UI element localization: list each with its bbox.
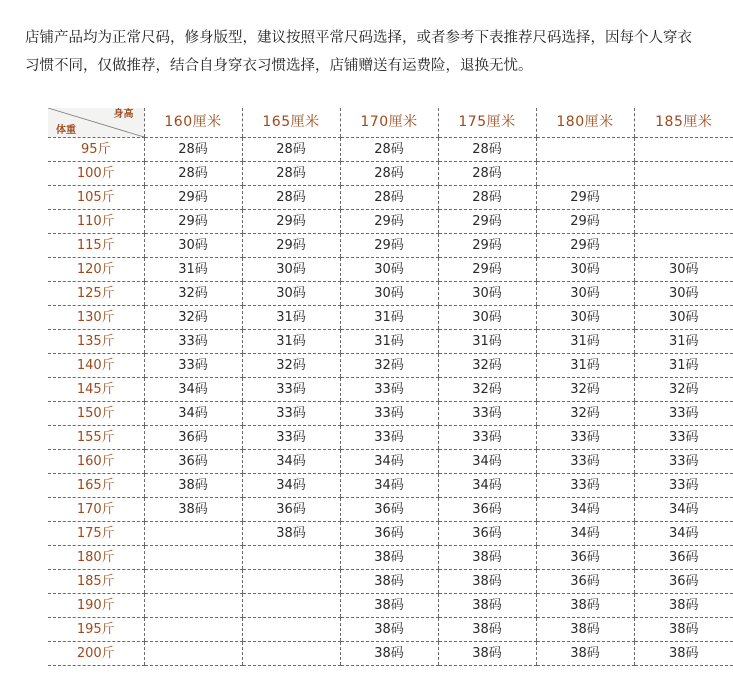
weight-cell: 180斤 — [48, 546, 144, 570]
size-cell: 28码 — [340, 186, 438, 210]
size-cell: 33码 — [536, 426, 634, 450]
weight-cell: 140斤 — [48, 354, 144, 378]
size-cell — [242, 618, 340, 642]
size-cell: 36码 — [634, 570, 733, 594]
size-cell: 31码 — [340, 330, 438, 354]
size-cell: 38码 — [634, 618, 733, 642]
weight-cell: 125斤 — [48, 282, 144, 306]
size-cell: 38码 — [438, 642, 536, 666]
size-cell: 32码 — [536, 378, 634, 402]
table-body — [48, 138, 733, 666]
weight-cell: 135斤 — [48, 330, 144, 354]
size-cell: 38码 — [242, 522, 340, 546]
size-cell: 30码 — [242, 282, 340, 306]
intro-line-1: 店铺产品均为正常尺码，修身版型，建议按照平常尺码选择，或者参考下表推荐尺码选择，因每个人穿衣 — [25, 30, 692, 46]
size-cell: 34码 — [438, 474, 536, 498]
size-cell: 33码 — [438, 402, 536, 426]
size-cell — [242, 594, 340, 618]
size-cell: 34码 — [340, 474, 438, 498]
size-cell: 28码 — [438, 138, 536, 162]
weight-cell: 190斤 — [48, 594, 144, 618]
size-cell — [144, 546, 242, 570]
size-cell: 30码 — [634, 258, 733, 282]
size-cell — [536, 138, 634, 162]
weight-cell: 130斤 — [48, 306, 144, 330]
size-cell: 28码 — [438, 186, 536, 210]
table-row — [48, 306, 733, 330]
size-cell — [634, 186, 733, 210]
size-cell — [242, 570, 340, 594]
table-row — [48, 234, 733, 258]
size-cell — [144, 594, 242, 618]
size-cell — [242, 546, 340, 570]
size-cell: 33码 — [634, 426, 733, 450]
corner-weight-label: 体重 — [56, 125, 76, 136]
size-cell: 31码 — [438, 330, 536, 354]
size-cell: 36码 — [634, 546, 733, 570]
weight-cell: 95斤 — [48, 138, 144, 162]
size-cell: 36码 — [340, 522, 438, 546]
size-cell: 28码 — [340, 138, 438, 162]
table-row — [48, 138, 733, 162]
size-cell: 31码 — [340, 306, 438, 330]
size-cell: 33码 — [536, 474, 634, 498]
height-header-cell: 175厘米 — [438, 108, 536, 138]
size-cell: 36码 — [438, 498, 536, 522]
height-header-cell: 170厘米 — [340, 108, 438, 138]
size-cell — [536, 162, 634, 186]
weight-cell: 160斤 — [48, 450, 144, 474]
size-cell — [634, 162, 733, 186]
weight-cell: 165斤 — [48, 474, 144, 498]
size-cell: 30码 — [340, 282, 438, 306]
intro-line-2: 习惯不同，仅做推荐，结合自身穿衣习惯选择，店铺赠送有运费险，退换无忧。 — [25, 58, 533, 74]
size-cell: 38码 — [438, 594, 536, 618]
size-cell: 34码 — [536, 522, 634, 546]
table-row — [48, 546, 733, 570]
size-cell — [144, 570, 242, 594]
size-cell: 38码 — [144, 474, 242, 498]
size-cell: 30码 — [242, 258, 340, 282]
size-cell: 33码 — [242, 426, 340, 450]
size-cell: 34码 — [634, 522, 733, 546]
weight-cell: 155斤 — [48, 426, 144, 450]
size-cell: 31码 — [144, 258, 242, 282]
size-cell: 28码 — [438, 162, 536, 186]
size-cell: 32码 — [438, 378, 536, 402]
size-cell: 33码 — [340, 378, 438, 402]
size-cell: 30码 — [536, 282, 634, 306]
size-cell — [144, 642, 242, 666]
size-cell: 29码 — [144, 186, 242, 210]
size-cell: 28码 — [242, 138, 340, 162]
size-cell: 32码 — [438, 354, 536, 378]
intro-text — [25, 24, 733, 80]
size-cell: 29码 — [242, 210, 340, 234]
header-row — [48, 108, 733, 138]
weight-cell: 200斤 — [48, 642, 144, 666]
size-cell: 30码 — [144, 234, 242, 258]
size-cell: 36码 — [340, 498, 438, 522]
size-cell: 29码 — [536, 186, 634, 210]
table-row — [48, 210, 733, 234]
size-cell: 33码 — [340, 426, 438, 450]
size-cell: 36码 — [144, 450, 242, 474]
size-cell: 30码 — [340, 258, 438, 282]
size-cell: 32码 — [634, 378, 733, 402]
height-header-cell: 180厘米 — [536, 108, 634, 138]
size-cell: 32码 — [144, 306, 242, 330]
size-cell: 31码 — [536, 330, 634, 354]
height-header-cell: 165厘米 — [242, 108, 340, 138]
size-table — [48, 108, 733, 666]
size-cell: 38码 — [536, 642, 634, 666]
size-cell: 34码 — [242, 474, 340, 498]
size-cell: 29码 — [536, 210, 634, 234]
size-cell: 38码 — [438, 570, 536, 594]
corner-height-label: 身高 — [113, 109, 134, 120]
table-row — [48, 450, 733, 474]
size-cell: 38码 — [536, 618, 634, 642]
corner-header-cell — [48, 108, 144, 138]
table-row — [48, 282, 733, 306]
table-row — [48, 162, 733, 186]
size-cell: 28码 — [242, 162, 340, 186]
size-cell: 31码 — [634, 354, 733, 378]
size-cell: 38码 — [340, 618, 438, 642]
size-cell: 33码 — [634, 450, 733, 474]
size-cell: 29码 — [340, 234, 438, 258]
size-cell: 30码 — [634, 306, 733, 330]
size-cell: 33码 — [634, 402, 733, 426]
weight-cell: 185斤 — [48, 570, 144, 594]
size-cell: 34码 — [438, 450, 536, 474]
size-cell: 34码 — [144, 378, 242, 402]
size-cell: 33码 — [634, 474, 733, 498]
table-row — [48, 426, 733, 450]
table-row — [48, 642, 733, 666]
table-row — [48, 330, 733, 354]
table-row — [48, 378, 733, 402]
size-cell: 29码 — [340, 210, 438, 234]
size-cell: 28码 — [144, 138, 242, 162]
size-cell: 31码 — [536, 354, 634, 378]
size-cell: 30码 — [634, 282, 733, 306]
weight-cell: 175斤 — [48, 522, 144, 546]
size-cell: 38码 — [634, 642, 733, 666]
size-cell: 36码 — [242, 498, 340, 522]
size-cell: 31码 — [634, 330, 733, 354]
size-cell: 32码 — [340, 354, 438, 378]
size-cell: 38码 — [340, 546, 438, 570]
size-cell: 28码 — [242, 186, 340, 210]
size-cell: 38码 — [634, 594, 733, 618]
table-row — [48, 522, 733, 546]
size-cell: 33码 — [144, 354, 242, 378]
size-cell: 33码 — [536, 450, 634, 474]
size-cell: 34码 — [536, 498, 634, 522]
table-row — [48, 402, 733, 426]
size-cell: 28码 — [340, 162, 438, 186]
table-row — [48, 186, 733, 210]
size-cell: 38码 — [438, 618, 536, 642]
size-cell: 32码 — [144, 282, 242, 306]
size-cell: 29码 — [438, 234, 536, 258]
size-cell: 30码 — [438, 282, 536, 306]
table-row — [48, 594, 733, 618]
size-cell: 34码 — [340, 450, 438, 474]
size-cell: 38码 — [340, 642, 438, 666]
table-row — [48, 618, 733, 642]
size-cell: 29码 — [242, 234, 340, 258]
size-cell: 32码 — [242, 354, 340, 378]
size-cell — [144, 522, 242, 546]
table-row — [48, 354, 733, 378]
size-cell: 31码 — [242, 330, 340, 354]
size-cell: 38码 — [438, 546, 536, 570]
size-cell: 33码 — [340, 402, 438, 426]
size-cell: 29码 — [144, 210, 242, 234]
size-cell: 33码 — [242, 402, 340, 426]
weight-cell: 145斤 — [48, 378, 144, 402]
weight-cell: 120斤 — [48, 258, 144, 282]
weight-cell: 170斤 — [48, 498, 144, 522]
table-row — [48, 498, 733, 522]
weight-cell: 100斤 — [48, 162, 144, 186]
size-chart — [48, 108, 733, 666]
size-cell: 36码 — [536, 546, 634, 570]
size-cell: 33码 — [242, 378, 340, 402]
size-cell: 30码 — [438, 306, 536, 330]
height-header-cell: 185厘米 — [634, 108, 733, 138]
size-cell — [634, 138, 733, 162]
size-cell: 34码 — [144, 402, 242, 426]
size-cell: 38码 — [144, 498, 242, 522]
size-cell: 38码 — [536, 594, 634, 618]
weight-cell: 150斤 — [48, 402, 144, 426]
size-cell: 32码 — [536, 402, 634, 426]
size-cell: 38码 — [340, 594, 438, 618]
size-cell: 33码 — [144, 330, 242, 354]
size-cell: 38码 — [340, 570, 438, 594]
table-row — [48, 570, 733, 594]
size-cell: 34码 — [634, 498, 733, 522]
size-cell: 36码 — [536, 570, 634, 594]
weight-cell: 115斤 — [48, 234, 144, 258]
table-row — [48, 474, 733, 498]
size-cell: 34码 — [242, 450, 340, 474]
size-cell — [634, 210, 733, 234]
height-header-cell: 160厘米 — [144, 108, 242, 138]
size-cell: 30码 — [536, 258, 634, 282]
table-row — [48, 258, 733, 282]
size-cell: 36码 — [438, 522, 536, 546]
size-cell — [144, 618, 242, 642]
weight-cell: 110斤 — [48, 210, 144, 234]
size-cell: 36码 — [144, 426, 242, 450]
size-cell: 31码 — [242, 306, 340, 330]
weight-cell: 105斤 — [48, 186, 144, 210]
size-cell — [242, 642, 340, 666]
size-cell: 33码 — [438, 426, 536, 450]
size-cell: 28码 — [144, 162, 242, 186]
size-cell: 29码 — [438, 258, 536, 282]
size-cell: 29码 — [536, 234, 634, 258]
weight-cell: 195斤 — [48, 618, 144, 642]
size-cell: 29码 — [438, 210, 536, 234]
size-cell — [634, 234, 733, 258]
size-cell: 30码 — [536, 306, 634, 330]
